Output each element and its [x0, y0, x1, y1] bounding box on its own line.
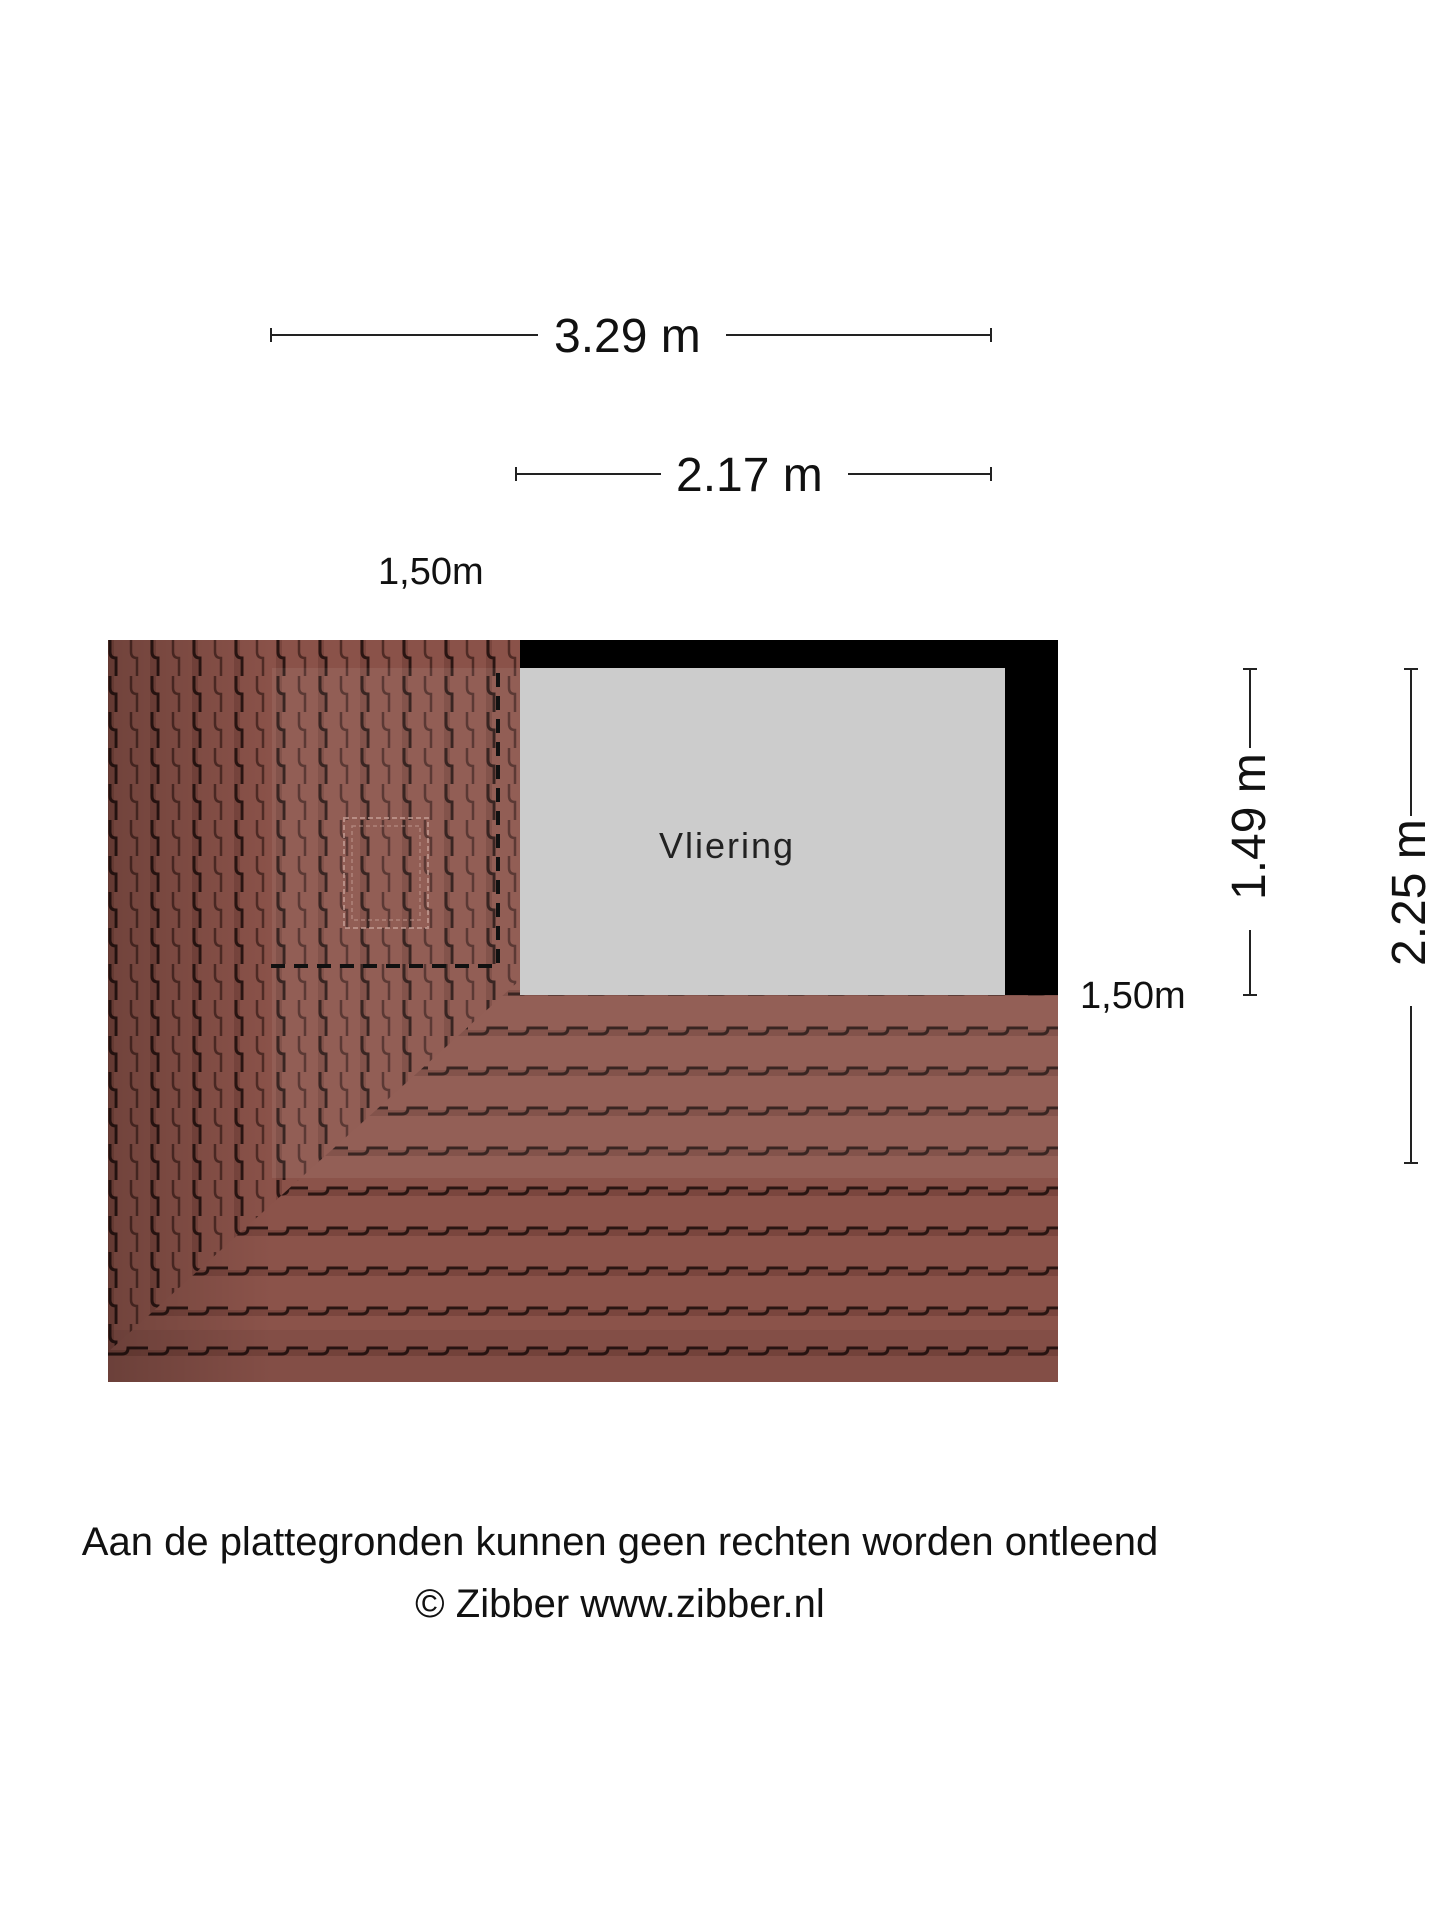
offset-label-left: 1,50m: [378, 551, 484, 593]
dim-label-inner-height: 1.49 m: [1223, 753, 1276, 900]
dim-line: [1249, 668, 1251, 748]
dim-line: [1410, 1006, 1412, 1164]
dim-label-inner-width: 2.17 m: [676, 449, 823, 502]
dim-line: [848, 473, 992, 475]
dim-line: [515, 473, 661, 475]
dim-line: [726, 334, 992, 336]
floor-plan: [108, 640, 1058, 1382]
copyright-text: © Zibber www.zibber.nl: [415, 1582, 825, 1626]
dim-line: [270, 334, 538, 336]
disclaimer-text: Aan de plattegronden kunnen geen rechten worden ontleend: [81, 1520, 1159, 1564]
room-label: Vliering: [658, 825, 796, 866]
dim-tick: [990, 328, 992, 342]
dim-label-outer-height: 2.25 m: [1383, 819, 1436, 966]
dim-tick: [990, 467, 992, 481]
roof-shade-left: [108, 640, 272, 1382]
dim-line: [1249, 930, 1251, 996]
dim-line: [1410, 668, 1412, 816]
dim-tick: [1404, 1162, 1418, 1164]
offset-label-right: 1,50m: [1080, 975, 1186, 1017]
dim-tick: [1243, 994, 1257, 996]
dim-label-top-width: 3.29 m: [554, 310, 701, 363]
